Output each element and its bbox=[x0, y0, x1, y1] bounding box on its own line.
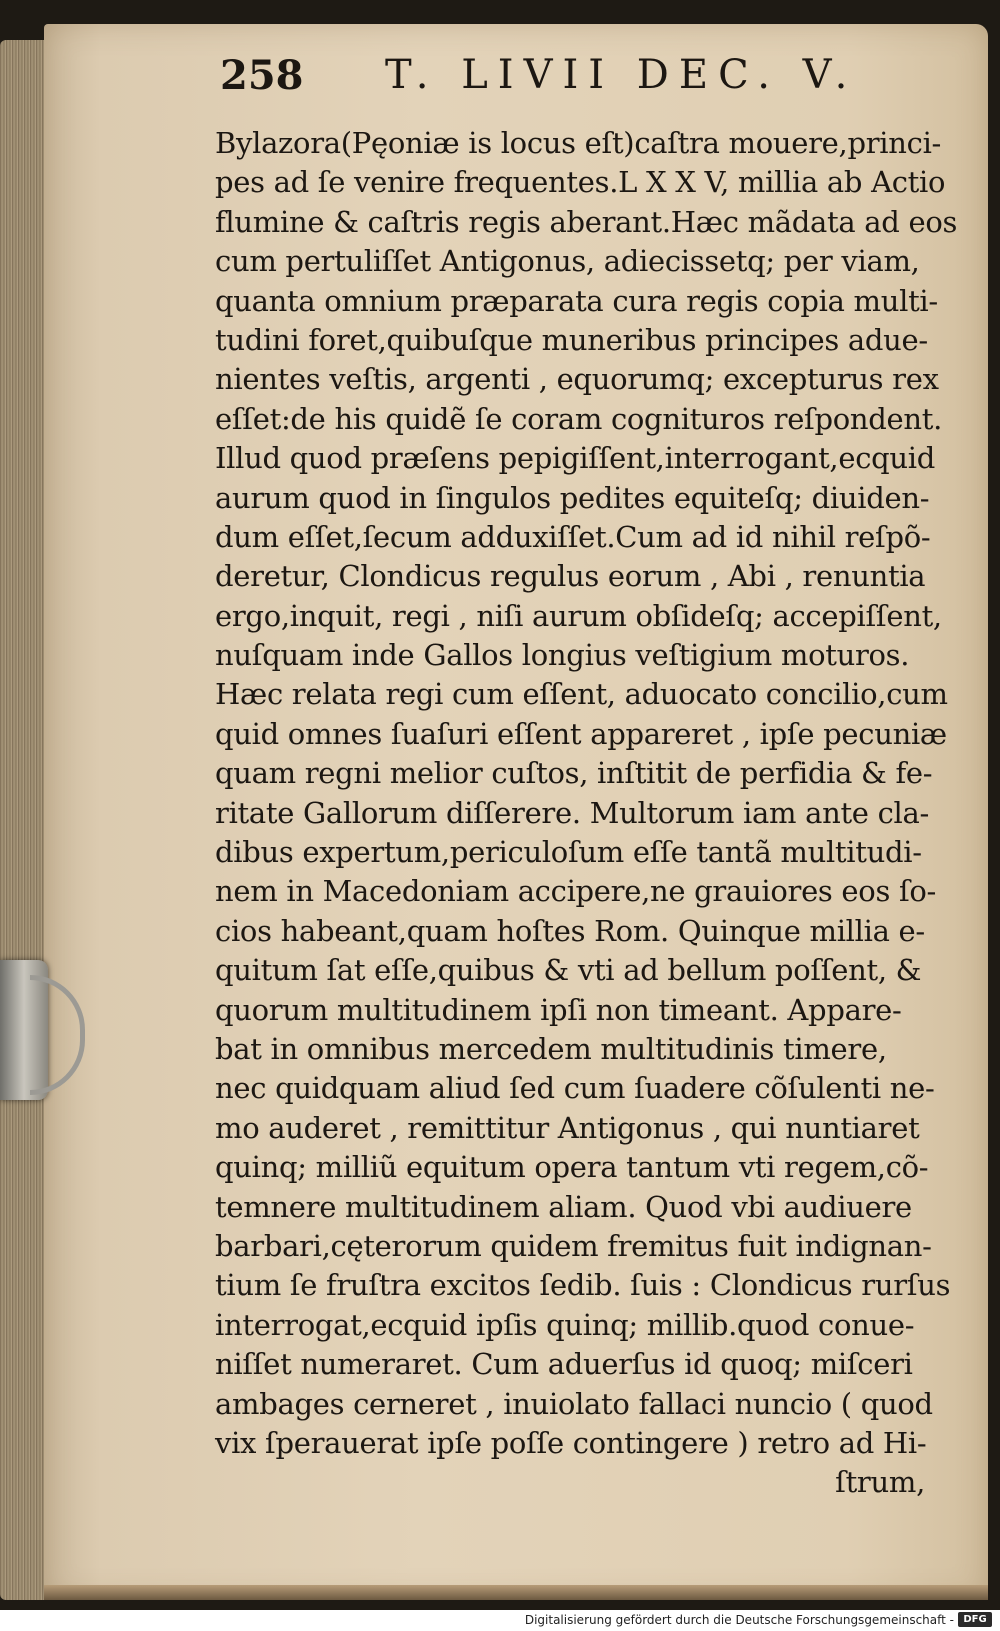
text-line: mo auderet , remittitur Antigonus , qui nuntiaret bbox=[215, 1110, 920, 1145]
digitization-footer bbox=[0, 1610, 1000, 1631]
text-line: interrogat,ecquid ipſis quinq; millib.quod conue- bbox=[215, 1307, 915, 1342]
text-line: quanta omnium præparata cura regis copia multi- bbox=[215, 283, 938, 318]
text-line: quitum ſat eſſe,quibus & vti ad bellum poſſent, & bbox=[215, 953, 922, 988]
text-line: pes ad ſe venire frequentes.L X X V, millia ab Actio bbox=[215, 165, 946, 200]
text-line: cum pertuliſſet Antigonus, adiecissetq; per viam, bbox=[215, 244, 920, 279]
text-line: Hæc relata regi cum eſſent, aduocato concilio,cum bbox=[215, 677, 948, 712]
text-line: quorum multitudinem ipſi non timeant. Appare- bbox=[215, 992, 902, 1027]
text-line: nem in Macedoniam accipere,ne grauiores eos ſo- bbox=[215, 874, 937, 909]
text-line: deretur, Clondicus regulus eorum , Abi , renuntia bbox=[215, 559, 926, 594]
text-line: Bylazora(Pęoniæ is locus eſt)caſtra mouere,princi- bbox=[215, 126, 942, 160]
folio-number: 258 bbox=[220, 52, 304, 99]
text-line: ergo,inquit, regi , niſi aurum obſideſq; accepiſſent, bbox=[215, 598, 942, 633]
body-text bbox=[215, 124, 958, 1503]
text-line: ambages cerneret , inuiolato fallaci nuncio ( quod bbox=[215, 1386, 933, 1421]
text-line: nuſquam inde Gallos longius veſtigium moturos. bbox=[215, 638, 910, 673]
text-line: aurum quod in ſingulos pedites equiteſq; diuiden- bbox=[215, 480, 930, 515]
text-line: barbari,cęterorum quidem fremitus fuit indignan- bbox=[215, 1228, 932, 1263]
running-head: T. LIVII DEC. V. bbox=[385, 52, 858, 98]
text-line: bat in omnibus mercedem multitudinis timere, bbox=[215, 1031, 887, 1066]
text-line: ritate Gallorum diſſerere. Multorum iam ante cla- bbox=[215, 795, 929, 830]
text-line: vix ſperauerat ipſe poſſe contingere ) retro ad Hi- bbox=[215, 1425, 927, 1460]
text-line: tudini foret,quibuſque muneribus principes adue- bbox=[215, 322, 928, 357]
text-line: temnere multitudinem aliam. Quod vbi audiuere bbox=[215, 1189, 912, 1224]
funding-credit: Digitalisierung gefördert durch die Deutsche Forschungsgemeinschaft - bbox=[524, 1613, 954, 1627]
text-line: tium ſe fruſtra excitos ſedib. ſuis : Clondicus rurſus bbox=[215, 1268, 951, 1303]
text-line: quinq; milliũ equitum opera tantum vti regem,cõ- bbox=[215, 1150, 929, 1185]
page-header bbox=[220, 52, 980, 112]
text-line: niſſet numeraret. Cum aduerſus id quoq; miſceri bbox=[215, 1347, 913, 1382]
text-line: cios habeant,quam hoſtes Rom. Quinque millia e- bbox=[215, 913, 925, 948]
dfg-logo: DFG bbox=[958, 1612, 992, 1627]
text-line: Illud quod præſens pepigiſſent,interrogant,ecquid bbox=[215, 441, 936, 476]
page-bottom-edge bbox=[44, 1585, 988, 1600]
text-line: flumine & caſtris regis aberant.Hæc mãdata ad eos bbox=[215, 204, 958, 239]
text-line: quam regni melior cuſtos, inſtitit de perfidia & fe- bbox=[215, 756, 933, 791]
catchword: ſtrum, bbox=[835, 1465, 925, 1500]
text-line: nec quidquam aliud ſed cum ſuadere cõſulenti ne- bbox=[215, 1071, 935, 1106]
text-line: dibus expertum,periculoſum eſſe tantã multitudi- bbox=[215, 835, 922, 870]
text-line: eſſet:de his quidẽ ſe coram cognituros reſpondent. bbox=[215, 401, 943, 436]
book-fore-edge bbox=[0, 40, 48, 1600]
text-line: dum eſſet,ſecum adduxiſſet.Cum ad id nihil reſpõ- bbox=[215, 519, 931, 554]
text-line: quid omnes ſuaſuri eſſent appareret , ipſe pecuniæ bbox=[215, 716, 947, 751]
text-line: nientes veſtis, argenti , equorumq; excepturus rex bbox=[215, 362, 939, 397]
